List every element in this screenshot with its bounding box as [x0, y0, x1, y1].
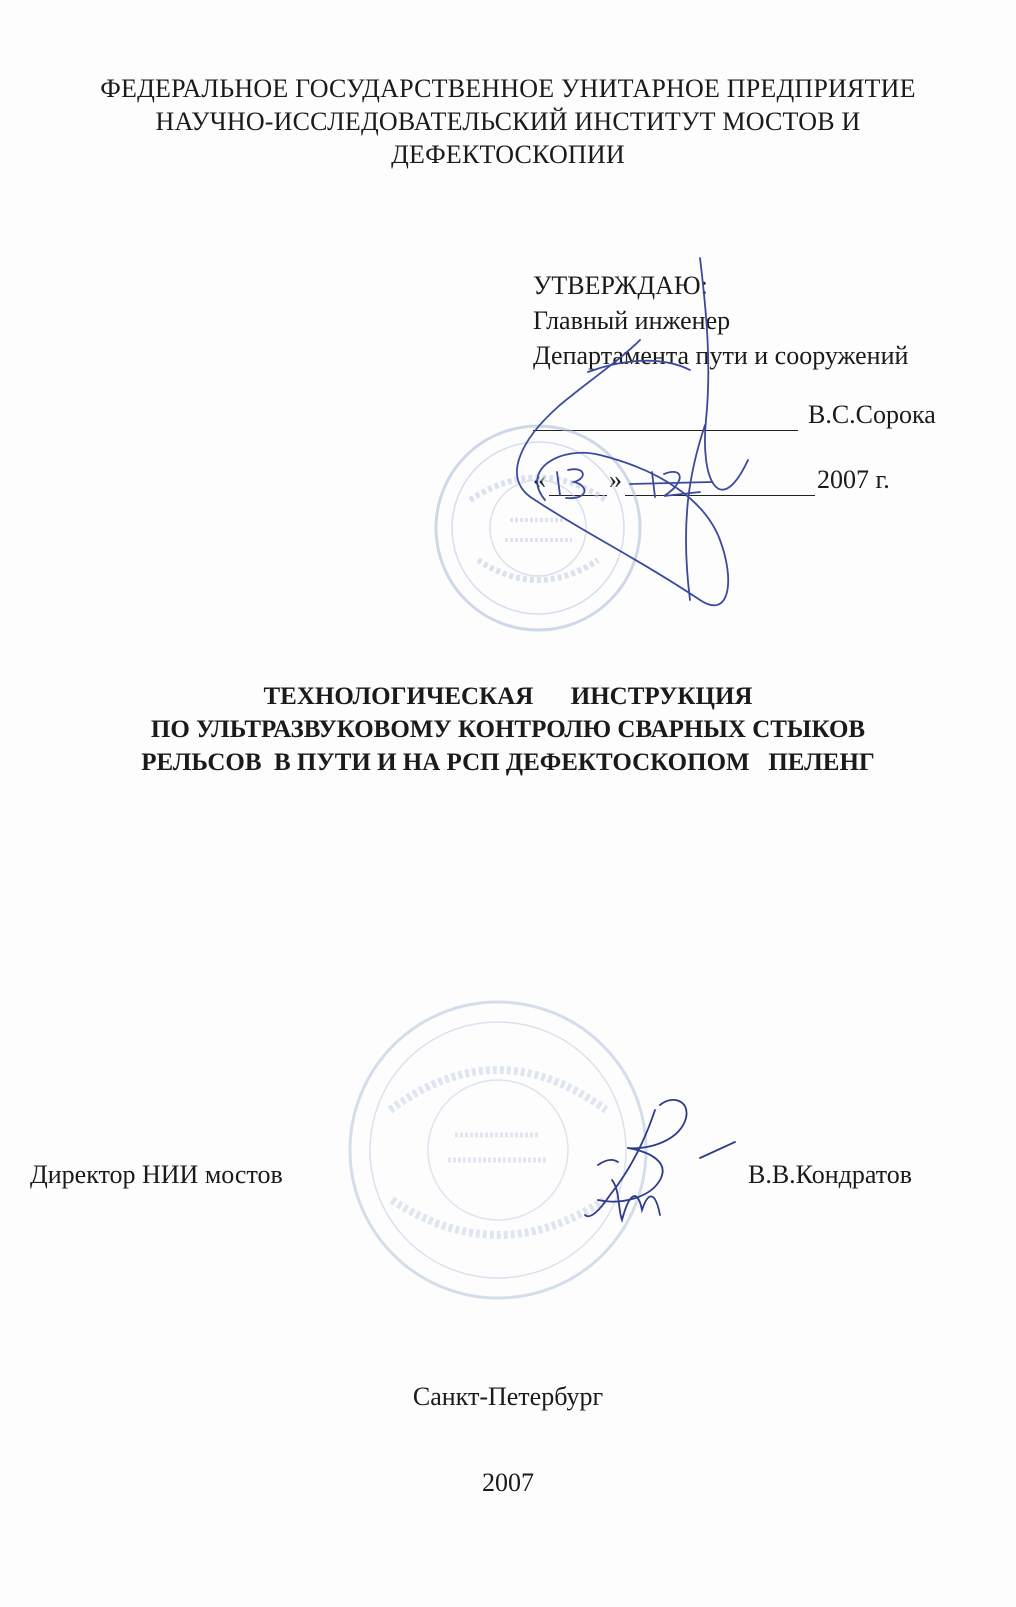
- handwritten-date-day-icon: [557, 469, 584, 498]
- approval-heading: УТВЕРЖДАЮ:: [533, 271, 708, 300]
- official-stamp-lower: [350, 1002, 646, 1298]
- director-label: Директор НИИ мостов: [30, 1160, 283, 1189]
- approval-position-1: Главный инженер: [533, 306, 731, 335]
- approval-signatory-name: В.С.Сорока: [808, 400, 936, 429]
- city: Санкт-Петербург: [412, 1382, 604, 1411]
- title-line-3: РЕЛЬСОВ В ПУТИ И НА РСП ДЕФЕКТОСКОПОМ ПЕЛЕНГ: [141, 749, 875, 776]
- title-line-1: ТЕХНОЛОГИЧЕСКАЯ ИНСТРУКЦИЯ: [263, 683, 753, 710]
- approval-position-2: Департамента пути и сооружений: [533, 341, 909, 370]
- date-year: 2007 г.: [817, 465, 890, 494]
- org-line-1: ФЕДЕРАЛЬНОЕ ГОСУДАРСТВЕННОЕ УНИТАРНОЕ ПРЕДПРИЯТИЕ: [100, 74, 916, 103]
- approval-block: [533, 268, 973, 373]
- publication-year: 2007: [482, 1468, 534, 1497]
- organization-header: [0, 72, 1016, 171]
- official-stamp-upper: [436, 426, 640, 630]
- signature-rule: [533, 430, 798, 431]
- org-line-3: ДЕФЕКТОСКОПИИ: [391, 140, 625, 169]
- date-quote-close: »: [609, 465, 622, 494]
- handwritten-date-month-icon: [630, 472, 712, 497]
- date-month-rule: [625, 495, 815, 496]
- document-title: [0, 680, 1016, 779]
- date-day-rule: [549, 495, 607, 496]
- signature-director: [585, 1100, 735, 1220]
- director-name: В.В.Кондратов: [748, 1160, 913, 1189]
- org-line-2: НАУЧНО-ИССЛЕДОВАТЕЛЬСКИЙ ИНСТИТУТ МОСТОВ И: [155, 107, 861, 136]
- date-quote-open: «: [533, 465, 546, 494]
- title-line-2: ПО УЛЬТРАЗВУКОВОМУ КОНТРОЛЮ СВАРНЫХ СТЫКОВ: [150, 716, 866, 743]
